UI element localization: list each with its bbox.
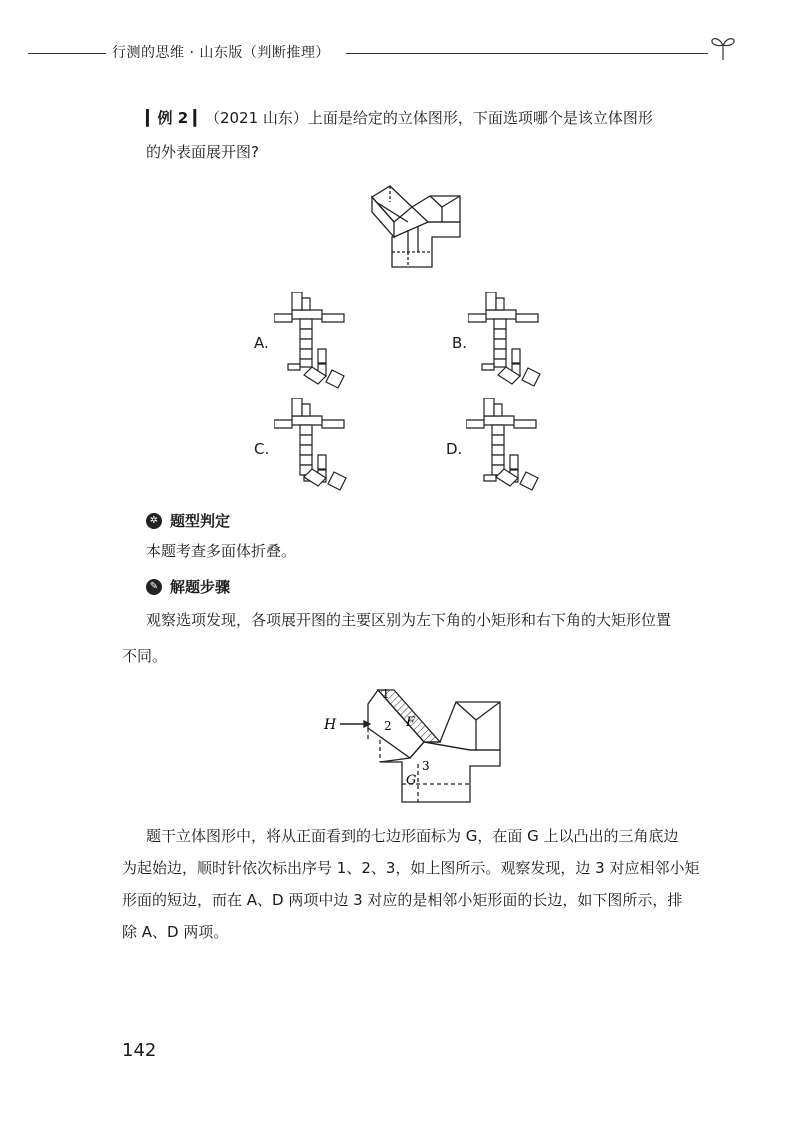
steps-para2-line1: 题干立体图形中，将从正面看到的七边形面标为 G，在面 G 上以凸出的三角底边 — [146, 827, 679, 845]
labeled-solid-diagram — [318, 684, 508, 812]
header-rule-left — [28, 53, 106, 54]
option-c-net[interactable] — [274, 398, 364, 498]
option-a-net[interactable] — [274, 292, 364, 392]
option-b-net[interactable] — [468, 292, 558, 392]
steps-para2-line2: 为起始边，顺时针依次标出序号 1、2、3，如上图所示。观察发现，边 3 对应相邻小矩 — [122, 859, 700, 877]
running-header — [28, 40, 728, 64]
steps-para1-line2: 不同。 — [122, 647, 168, 665]
question-line-1 — [146, 102, 726, 134]
question-tag: ▎例 2 ▎ — [146, 109, 205, 127]
label-1: 1 — [382, 687, 390, 701]
section-type-heading — [146, 510, 230, 531]
section-steps-title: 解题步骤 — [170, 578, 231, 596]
sprout-icon — [708, 32, 738, 62]
question-line-2: 的外表面展开图? — [146, 143, 259, 161]
header-title: 行测的思维 · 山东版（判断推理） — [112, 45, 330, 61]
solid-figure — [362, 182, 474, 270]
label-3: 3 — [422, 759, 430, 773]
gear-icon: ✲ — [146, 513, 162, 529]
section-type-title: 题型判定 — [170, 512, 231, 530]
steps-icon: ✎ — [146, 579, 162, 595]
steps-para2-line4: 除 A、D 两项。 — [122, 923, 229, 941]
steps-para2-line3: 形面的短边，而在 A、D 两项中边 3 对应的是相邻小矩形面的长边，如下图所示，排 — [122, 891, 683, 909]
label-f: F — [406, 715, 416, 730]
header-rule-right — [346, 53, 708, 54]
steps-para1-line1: 观察选项发现，各项展开图的主要区别为左下角的小矩形和右下角的大矩形位置 — [146, 611, 672, 629]
question-text-1: （2021 山东）上面是给定的立体图形，下面选项哪个是该立体图形 — [204, 109, 653, 127]
option-b-label[interactable]: B. — [452, 334, 468, 352]
section-steps-heading — [146, 576, 230, 597]
option-d-label[interactable]: D. — [446, 440, 463, 458]
label-2: 2 — [384, 719, 392, 733]
option-d-net[interactable] — [466, 398, 556, 498]
section-type-body: 本题考查多面体折叠。 — [146, 542, 297, 560]
page-number: 142 — [122, 1040, 157, 1061]
option-c-label[interactable]: C. — [254, 440, 270, 458]
label-g: G — [406, 773, 417, 788]
label-h: H — [324, 717, 337, 733]
option-a-label[interactable]: A. — [254, 334, 269, 352]
